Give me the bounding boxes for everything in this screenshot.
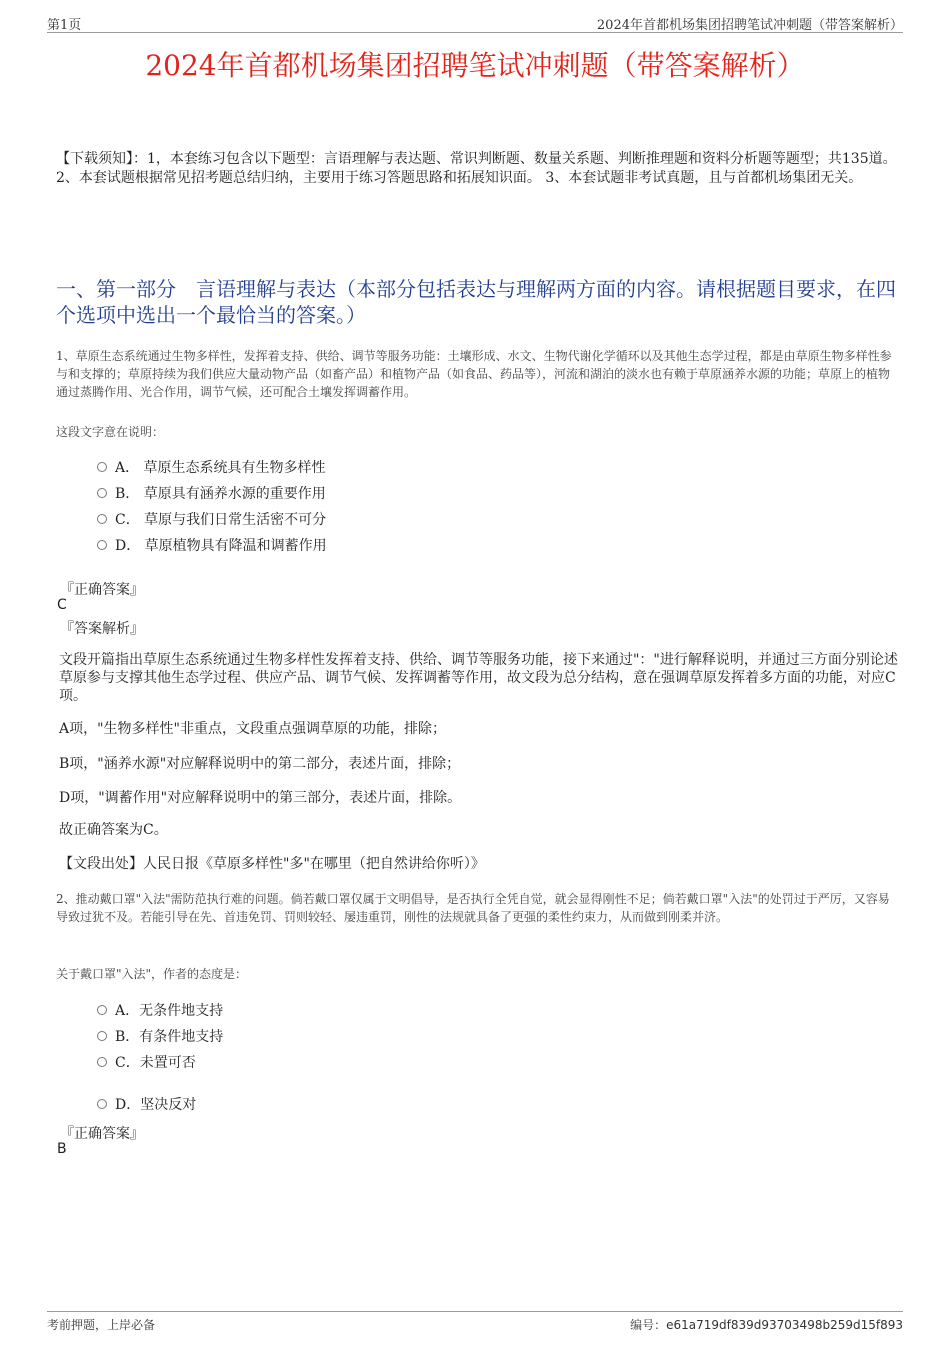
radio-icon[interactable] — [97, 540, 107, 550]
radio-icon[interactable] — [97, 1099, 107, 1109]
page-number: 第1页 — [47, 18, 82, 33]
q2-prompt: 关于戴口罩"入法"，作者的态度是： — [56, 967, 248, 981]
q2-option-a-text: A．无条件地支持 — [115, 1003, 224, 1019]
radio-icon[interactable] — [97, 488, 107, 498]
radio-icon[interactable] — [97, 1005, 107, 1015]
q1-option-d-text: D． 草原植物具有降温和调蓄作用 — [115, 538, 327, 554]
radio-icon[interactable] — [97, 1031, 107, 1041]
q1-option-b[interactable] — [97, 483, 326, 503]
q1-option-b-text: B． 草原具有涵养水源的重要作用 — [115, 486, 326, 502]
radio-icon[interactable] — [97, 1057, 107, 1067]
footer-code — [630, 1316, 903, 1333]
q2-option-d[interactable] — [97, 1094, 196, 1114]
q2-option-b[interactable] — [97, 1026, 223, 1046]
q1-option-c[interactable] — [97, 509, 326, 529]
q1-option-a[interactable] — [97, 457, 326, 477]
q1-analysis-a: A项，"生物多样性"非重点，文段重点强调草原的功能，排除； — [59, 721, 446, 737]
q1-option-a-text: A． 草原生态系统具有生物多样性 — [115, 460, 326, 476]
radio-icon[interactable] — [97, 514, 107, 524]
footer-code-value: e61a719df839d93703498b259d15f893 — [666, 1318, 903, 1332]
q1-option-d[interactable] — [97, 535, 327, 555]
page-header — [47, 14, 903, 33]
section-heading: 一、第一部分 言语理解与表达（本部分包括表达与理解两方面的内容。请根据题目要求，在四个选项中选出一个最恰当的答案。） — [56, 277, 896, 327]
q1-analysis-summary: 文段开篇指出草原生态系统通过生物多样性发挥着支持、供给、调节等服务功能，接下来通过"："进行解释说明，并通过三方面分别论述草原参与支撑其他生态学过程、供应产品、调节气候、发挥调蓄等作用，故文段为总分结构，意在强调草原发挥着多方面的功能，对应C项。 — [59, 652, 898, 704]
q1-analysis-conclusion: 故正确答案为C。 — [59, 822, 168, 838]
q2-option-d-text: D．坚决反对 — [115, 1097, 197, 1113]
q1-answer-label: 『正确答案』 — [60, 582, 144, 598]
q2-option-a[interactable] — [97, 1000, 223, 1020]
footer-slogan: 考前押题，上岸必备 — [47, 1318, 156, 1332]
q2-answer-label: 『正确答案』 — [60, 1126, 144, 1142]
q1-analysis-d: D项，"调蓄作用"对应解释说明中的第三部分，表述片面，排除。 — [59, 790, 462, 806]
q1-analysis-label: 『答案解析』 — [60, 621, 144, 637]
footer-code-label: 编号： — [630, 1318, 667, 1332]
page-footer — [47, 1311, 903, 1334]
document-title: 2024年首都机场集团招聘笔试冲刺题（带答案解析） — [145, 49, 805, 82]
q2-answer: B — [57, 1141, 67, 1157]
q2-option-c-text: C．未置可否 — [115, 1055, 196, 1071]
q1-source: 【文段出处】人民日报《草原多样性"多"在哪里（把自然讲给你听）》 — [59, 856, 485, 872]
download-notice: 【下载须知】：1，本套练习包含以下题型：言语理解与表达题、常识判断题、数量关系题、判断推理题和资料分析题等题型；共135道。 2、本套试题根据常见招考题总结归纳，主要用于练习答题思路和拓展知识面。 3、本套试题非考试真题，且与首都机场集团无关。 — [56, 151, 897, 186]
q2-stem: 2、推动戴口罩"入法"需防范执行难的问题。倘若戴口罩仅属于文明倡导，是否执行全凭自觉，就会显得刚性不足；倘若戴口罩"入法"的处罚过于严厉，又容易导致过犹不及。若能引导在先、首违免罚、罚则较轻、屡违重罚，刚性的法规就具备了更强的柔性约束力，从而做到刚柔并济。 — [56, 892, 890, 924]
header-doc-title: 2024年首都机场集团招聘笔试冲刺题（带答案解析） — [596, 18, 903, 33]
q1-answer: C — [57, 597, 67, 613]
q1-prompt: 这段文字意在说明： — [56, 425, 165, 439]
radio-icon[interactable] — [97, 462, 107, 472]
q1-stem: 1、草原生态系统通过生物多样性，发挥着支持、供给、调节等服务功能：土壤形成、水文、生物代谢化学循环以及其他生态学过程，都是由草原生物多样性参与和支撑的；草原持续为我们供应大量动物产品（如畜产品）和植物产品（如食品、药品等），河流和湖泊的淡水也有赖于草原涵养水源的功能；草原上的植物通过蒸腾作用、光合作用，调节气候，还可配合土壤发挥调蓄作用。 — [56, 349, 892, 399]
q2-option-b-text: B．有条件地支持 — [115, 1029, 224, 1045]
q1-analysis-b: B项，"涵养水源"对应解释说明中的第二部分，表述片面，排除； — [59, 756, 461, 772]
q1-option-c-text: C． 草原与我们日常生活密不可分 — [115, 512, 327, 528]
q2-option-c[interactable] — [97, 1052, 196, 1072]
